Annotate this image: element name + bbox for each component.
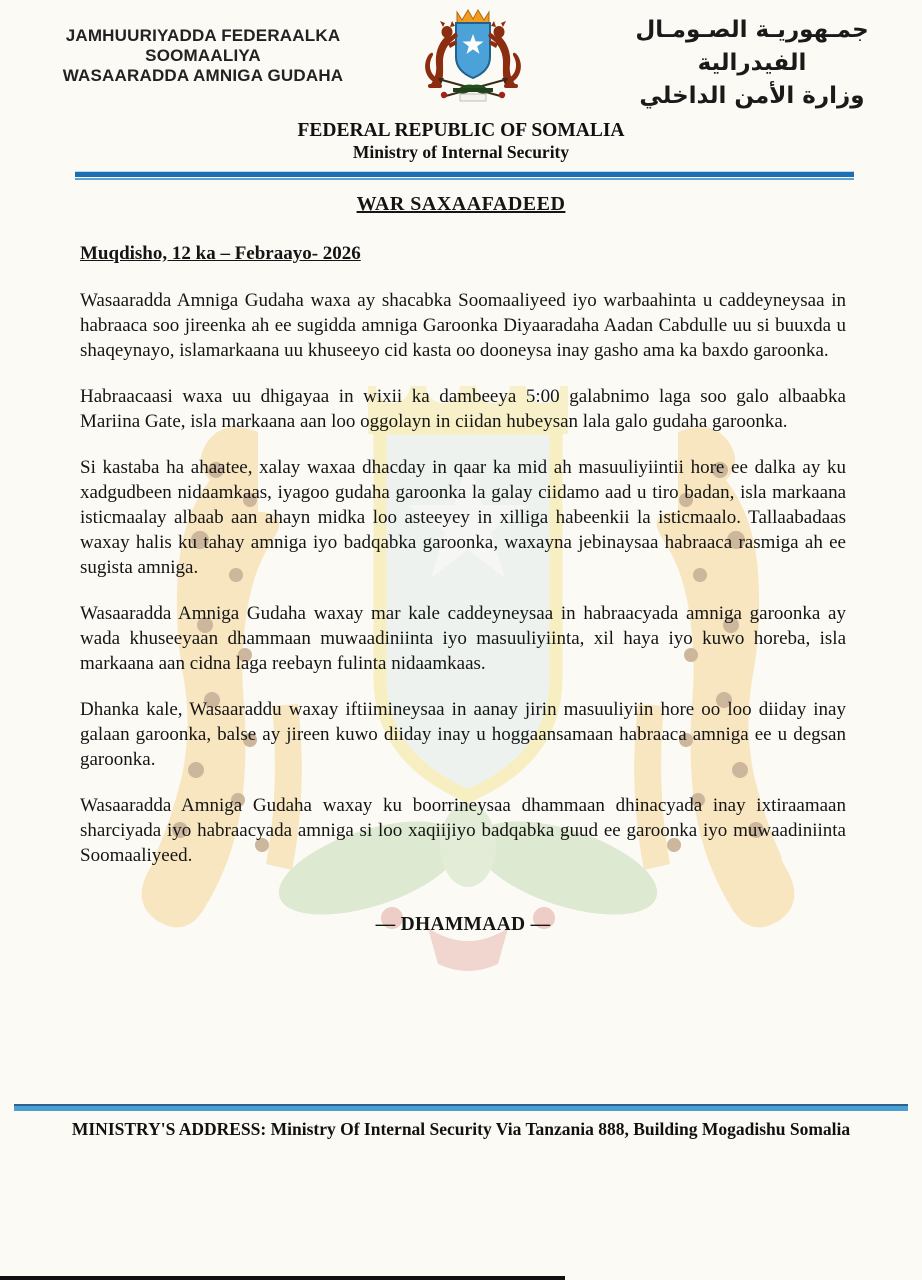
page-title: WAR SAXAAFADEED [356, 193, 566, 215]
dateline: Muqdisho, 12 ka – Febraayo- 2026 [80, 243, 361, 264]
arabic-line2: وزارة الأمن الداخلي [639, 83, 865, 109]
ministry-title: Ministry of Internal Security [352, 142, 570, 162]
ministry-name-somali [42, 26, 364, 86]
paragraph-6: Wasaaradda Amniga Gudaha waxay ku boorrineysaa dhammaan dhinacyada inay ixtiraamaan sharciyada iyo habraacyada amniga si loo xaqiijiyo badqabka guud ee garoonka iyo muwaadiniinta Soomaaliyeed. [80, 795, 846, 866]
paragraph-2: Habraacaasi waxa uu dhigayaa in wixii ka dambeeya 5:00 galabnimo laga soo galo albaabka Mariina Gate, isla markaana aan loo oggolayn in ciidan hubeysan lala galo gudaha garoonka. [80, 386, 846, 432]
paragraph-3: Si kastaba ha ahaatee, xalay waxaa dhacday in qaar ka mid ah masuuliyiintii hore ee dalka ay ku xadgudbeen nidaamkaas, iyagoo gudaha garoonka la galay ciidamo aad u tiro badan, isla markaana isticmaalay albaab aan ahayn midka loo asteeyey in xilliga habeenkii la isticmaalo. Tallaabadaas waxay halis ku tahay amniga iyo badqabka garoonka, waxayna jebinaysaa habraaca rasmiga ah ee sugista amniga. [80, 457, 846, 578]
ministry-name-arabic [596, 14, 908, 113]
ministry-name-line2: SOOMAALIYA [145, 46, 261, 65]
ministry-name-line3: WASAARADDA AMNIGA GUDAHA [62, 66, 344, 85]
end-mark: — DHAMMAAD — [375, 914, 551, 935]
arabic-line1: جمـهوريـة الصـومـال الفيدرالية [635, 17, 869, 76]
country-title: FEDERAL REPUBLIC OF SOMALIA [297, 120, 625, 141]
header-divider-line [75, 171, 854, 180]
ministry-name-english [0, 119, 922, 163]
ministry-name-line1: JAMHUURIYADDA FEDERAALKA [65, 26, 341, 45]
paragraph-4: Wasaaradda Amniga Gudaha waxay mar kale caddeyneysaa in habraacyada amniga garoonka ay wada khuseeyaan dhammaan muwaadiniinta iyo masuuliyiinta, xil haya iyo kuwo horeba, isla markaana aan cidna laga reebayn fulinta nidaamkaas. [80, 603, 846, 674]
scan-edge-artifact [0, 1276, 565, 1280]
press-release-body [80, 288, 846, 937]
footer-divider-line [14, 1104, 908, 1111]
ministry-address: MINISTRY'S ADDRESS: Ministry Of Internal Security Via Tanzania 888, Building Mogadishu Somalia [71, 1119, 851, 1139]
coat-of-arms-icon [398, 8, 548, 120]
paragraph-5: Dhanka kale, Wasaaraddu waxay iftiimineysaa in aanay jirin masuuliyiin hore oo loo diiday inay galaan garoonka, balse ay jireen kuwo diiday inay u hoggaansamaan habraaca amniga ee u degsan garoonka. [80, 699, 846, 770]
paragraph-1: Wasaaradda Amniga Gudaha waxa ay shacabka Soomaaliyeed iyo warbaahinta u caddeyneysaa in habraaca soo jireenka ah ee sugidda amniga Garoonka Diyaaradaha Aadan Cabdulle uu si buuxda u shaqeynayo, islamarkaana uu khuseeyo cid kasta oo dooneysa inay gasho ama ka baxdo garoonka. [80, 290, 846, 361]
